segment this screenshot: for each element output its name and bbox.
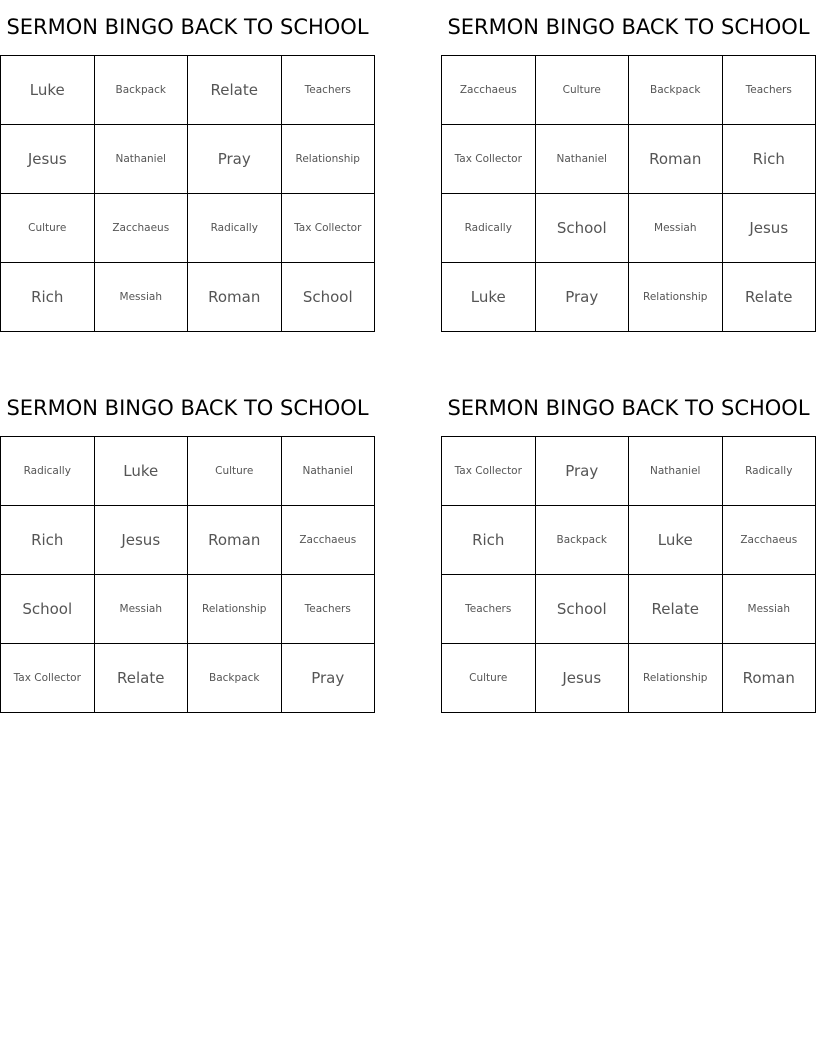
bingo-cell: Relationship	[629, 644, 723, 713]
bingo-cell: Roman	[188, 506, 282, 575]
bingo-cell: Tax Collector	[442, 437, 536, 506]
bingo-cell: Tax Collector	[281, 194, 375, 263]
bingo-grid	[0, 436, 375, 713]
grid-row	[1, 506, 375, 575]
bingo-cell: Culture	[188, 437, 282, 506]
grid-row	[1, 56, 375, 125]
card-title: SERMON BINGO BACK TO SCHOOL	[6, 396, 369, 420]
bingo-cell: Messiah	[94, 575, 188, 644]
card-title: SERMON BINGO BACK TO SCHOOL	[447, 396, 810, 420]
bingo-cell: Teachers	[281, 56, 375, 125]
bingo-cell: Teachers	[281, 575, 375, 644]
card-title: SERMON BINGO BACK TO SCHOOL	[6, 15, 369, 39]
bingo-cell: Nathaniel	[281, 437, 375, 506]
bingo-cell: Radically	[188, 194, 282, 263]
grid-row	[1, 194, 375, 263]
bingo-cell: Zacchaeus	[94, 194, 188, 263]
grid-row	[442, 56, 816, 125]
bingo-grid	[441, 436, 816, 713]
bingo-cell: Roman	[722, 644, 816, 713]
bingo-cell: Pray	[535, 437, 629, 506]
bingo-cell: Messiah	[94, 263, 188, 332]
bingo-cell: Rich	[442, 506, 536, 575]
bingo-cell: Nathaniel	[629, 437, 723, 506]
bingo-cell: Messiah	[629, 194, 723, 263]
bingo-cell: Jesus	[1, 125, 95, 194]
bingo-cell: Jesus	[722, 194, 816, 263]
bingo-cell: Zacchaeus	[442, 56, 536, 125]
bingo-cell: Rich	[1, 263, 95, 332]
bingo-cell: School	[535, 575, 629, 644]
bingo-cell: Backpack	[94, 56, 188, 125]
bingo-cell: Luke	[629, 506, 723, 575]
bingo-cell: Jesus	[535, 644, 629, 713]
bingo-cell: Radically	[1, 437, 95, 506]
bingo-cell: Relate	[629, 575, 723, 644]
bingo-cell: Tax Collector	[1, 644, 95, 713]
bingo-card-1	[0, 0, 375, 332]
bingo-cell: Roman	[629, 125, 723, 194]
bingo-cell: Relationship	[629, 263, 723, 332]
bingo-cell: Luke	[1, 56, 95, 125]
bingo-card-4	[441, 381, 816, 713]
bingo-cell: Teachers	[722, 56, 816, 125]
bingo-cell: Luke	[94, 437, 188, 506]
grid-row	[1, 125, 375, 194]
bingo-cell: Nathaniel	[535, 125, 629, 194]
bingo-cell: Relate	[94, 644, 188, 713]
bingo-cell: Relationship	[281, 125, 375, 194]
bingo-cell: Backpack	[188, 644, 282, 713]
grid-row	[442, 644, 816, 713]
grid-row	[442, 194, 816, 263]
grid-row	[442, 506, 816, 575]
grid-row	[442, 125, 816, 194]
bingo-cell: Pray	[188, 125, 282, 194]
bingo-cell: Radically	[442, 194, 536, 263]
bingo-cell: Backpack	[535, 506, 629, 575]
bingo-cell: Radically	[722, 437, 816, 506]
grid-row	[442, 575, 816, 644]
grid-row	[1, 575, 375, 644]
bingo-cell: School	[535, 194, 629, 263]
grid-row	[1, 437, 375, 506]
bingo-cell: Pray	[535, 263, 629, 332]
grid-row	[442, 263, 816, 332]
bingo-cell: School	[281, 263, 375, 332]
bingo-cell: Culture	[442, 644, 536, 713]
card-title: SERMON BINGO BACK TO SCHOOL	[447, 15, 810, 39]
bingo-grid	[0, 55, 375, 332]
bingo-cell: Culture	[535, 56, 629, 125]
bingo-cell: Culture	[1, 194, 95, 263]
bingo-cell: Zacchaeus	[281, 506, 375, 575]
bingo-cell: Jesus	[94, 506, 188, 575]
bingo-grid	[441, 55, 816, 332]
bingo-cell: Backpack	[629, 56, 723, 125]
bingo-cell: Luke	[442, 263, 536, 332]
bingo-cell: Messiah	[722, 575, 816, 644]
bingo-cell: Pray	[281, 644, 375, 713]
bingo-cell: Roman	[188, 263, 282, 332]
grid-row	[442, 437, 816, 506]
bingo-cell: Teachers	[442, 575, 536, 644]
bingo-cell: Nathaniel	[94, 125, 188, 194]
bingo-cell: Rich	[722, 125, 816, 194]
grid-row	[1, 644, 375, 713]
bingo-cell: Zacchaeus	[722, 506, 816, 575]
grid-row	[1, 263, 375, 332]
bingo-cell: Tax Collector	[442, 125, 536, 194]
bingo-cell: School	[1, 575, 95, 644]
bingo-card-2	[441, 0, 816, 332]
bingo-cell: Relate	[188, 56, 282, 125]
bingo-cell: Relationship	[188, 575, 282, 644]
bingo-cell: Relate	[722, 263, 816, 332]
bingo-card-3	[0, 381, 375, 713]
bingo-cell: Rich	[1, 506, 95, 575]
